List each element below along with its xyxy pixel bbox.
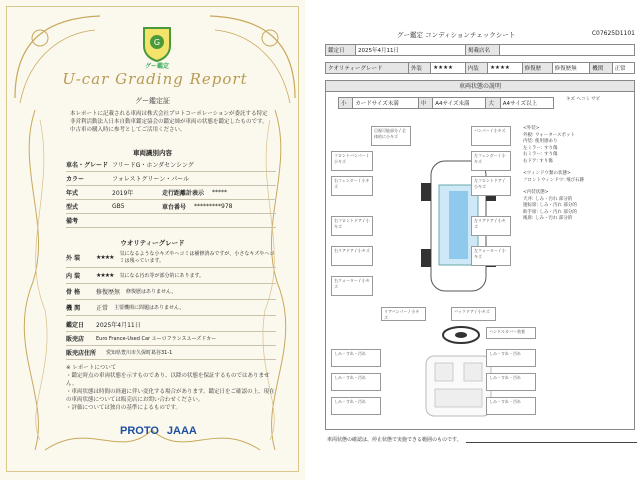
badge-label: グー鑑定 [144, 63, 169, 70]
grade-label: 外 装 [66, 255, 81, 262]
grade-note: 修復歴はありません。 [126, 289, 177, 295]
grade-note: 気になる汚れ等が部分的にあります。 [119, 273, 205, 279]
row-extra-value: *********978 [194, 203, 233, 210]
address-label: 販売店住所 [66, 350, 97, 357]
interior-box: しみ・すれ・汚れ [331, 349, 381, 367]
grade-section-title: ウオリティーグレード [120, 239, 185, 247]
legend-item: ヘコミ [576, 97, 590, 102]
certificate-subtitle: グー鑑定証 [135, 97, 170, 105]
legend-line: <ウィンドウ類の状態> [523, 171, 571, 176]
damage-box: リアバンパー / 小キズ [381, 307, 426, 321]
legend-line: 後席: しみ・汚れ 部分的 [523, 216, 573, 221]
grade-cell: 機関 [590, 63, 612, 74]
row-value: GB5 [112, 203, 125, 210]
legend-left [566, 97, 626, 104]
legend-line: 外板: ウォータースポット [523, 132, 576, 138]
note-item: ・鑑定時点の車両状態を示すものであり、以降の状態を保証するものではありません。 [66, 373, 270, 387]
grade-row-exterior [66, 248, 276, 268]
interior-box: しみ・すれ・汚れ [486, 373, 536, 391]
vehicle-section-title: 車両識別内容 [133, 149, 172, 157]
grade-note: 主要機関に問題はありません。 [114, 305, 185, 311]
interior-box: しみ・すれ・汚れ [486, 349, 536, 367]
grade-stars: ★★★★ [96, 254, 114, 261]
size-cell: カードサイズ未満 [353, 98, 419, 109]
damage-box: 左フロントドア / 小キズ [471, 176, 511, 196]
grade-cell: ★★★★ [488, 63, 523, 74]
store-label: 掲載店名 [466, 45, 500, 56]
explain-title: 車両状態の説明 [326, 81, 634, 92]
legend-item: キズ [566, 97, 575, 102]
note-item: ・評価については独自の基準によるものです。 [66, 405, 181, 411]
grade-cell: 修復歴無 [552, 63, 590, 74]
grade-cell: 内装 [465, 63, 487, 74]
date-value: 2025年4月11日 [96, 322, 141, 329]
damage-box: 左フェンダー / 小キズ [471, 151, 511, 171]
damage-box: フロントバンパー / 小キズ [331, 151, 373, 171]
certificate-notes [66, 364, 278, 412]
legend-line: 右ドア: すり傷 [523, 158, 553, 164]
legend-item: サビ [591, 97, 601, 102]
sheet-title: グー鑑定 コンディションチェックシート [397, 31, 516, 39]
damage-box: 右クォーター / 小キズ [331, 276, 373, 296]
grade-cell: クオリティーグレード [326, 63, 409, 74]
logo-bar [120, 425, 197, 437]
size-cell: 大 [486, 98, 500, 109]
address-value: 愛知県豊川市久保町葛谷31-1 [106, 350, 173, 356]
grade-cell: 外装 [408, 63, 430, 74]
row-address [66, 346, 276, 360]
row-value: フリードG・ホンダセンシング [112, 162, 194, 169]
row-label: 年式 [66, 190, 79, 197]
grade-label: 内 装 [66, 273, 81, 280]
footer-line [466, 437, 637, 443]
sheet-footer [327, 436, 637, 443]
grade-note: 気になるような小キズやヘコミは補修済みですが、小さなキズやヘコミは残っています。 [119, 250, 275, 264]
grading-certificate [0, 0, 305, 480]
grade-row-frame [66, 284, 276, 300]
legend-line: <内装状態> [523, 190, 549, 195]
legend-line: 内装: 使用感あり [523, 139, 558, 144]
row-year [66, 186, 276, 200]
date-label: 鑑定日 [326, 45, 356, 56]
row-extra-value: ***** [212, 189, 228, 196]
condition-legend [523, 126, 631, 223]
row-label: 型式 [66, 204, 79, 211]
row-model [66, 200, 276, 214]
legend-line: 右ミラー: すり傷 [523, 152, 558, 157]
interior-box: しみ・すれ・汚れ [331, 397, 381, 415]
interior-box: ハンドルカバー装着 [486, 327, 536, 339]
row-label: 車名・グレード [66, 162, 109, 169]
condition-panel [325, 80, 635, 430]
row-store [66, 332, 276, 346]
svg-text:G: G [153, 38, 161, 47]
row-label: 備考 [66, 218, 79, 225]
store-label: 販売店 [66, 336, 85, 343]
footer-text: 車両状態の確認は、停止状態で実施できる範囲のものです。 [327, 437, 462, 443]
date-label: 鑑定日 [66, 322, 85, 329]
legend-line: 運転席: しみ・汚れ 部分的 [523, 203, 577, 208]
grade-row-interior [66, 268, 276, 284]
row-extra-label: 車台番号 [162, 204, 187, 211]
notes-title: ※ レポートについて [66, 365, 117, 371]
damage-box: 右フェンダー / 小キズ [331, 176, 373, 196]
grade-cell: 正常 [612, 63, 634, 74]
interior-box: しみ・すれ・汚れ [486, 397, 536, 415]
legend-line: フロントウィンドウ: 飛び石跡 [523, 177, 585, 183]
goo-badge-icon [140, 26, 174, 62]
damage-box: 左リアドア / 小キズ [471, 216, 511, 236]
certificate-title: U-car Grading Report [62, 70, 248, 88]
sheet-code: C07625D1101 [591, 30, 635, 37]
date-value: 2025年4月11日 [356, 45, 466, 56]
damage-box: 目視可能部分 / 全体的に小キズ [371, 126, 411, 146]
legend-line: 左ミラー: すり傷 [523, 145, 558, 151]
certificate-paragraph: 本レポートに記載される車両は株式会社プロトコーポレーションが委託する特定非営利活動法人日本自動車鑑定協会の鑑定師が車両の状態を鑑定したものです。中古車の購入時に参考としてご活用ください。 [70, 111, 268, 133]
jaaa-logo: JAAA [166, 425, 197, 437]
row-value: フォレストグリーン・パール [112, 176, 190, 183]
note-item: ・車両状態は時間の経過に伴い変化する場合があります。鑑定日をご確認の上、現在の車両状態については販売店にお問い合わせください。 [66, 389, 275, 403]
steering-wheel-icon [441, 325, 481, 345]
row-label: カラー [66, 176, 85, 183]
size-cell: A4サイズ未満 [433, 98, 486, 109]
damage-box: バックドア / 小キズ [451, 307, 496, 321]
row-color [66, 172, 276, 186]
damage-box: 左クォーター / 小キズ [471, 246, 511, 266]
legend-line: 助手席: しみ・汚れ 部分的 [523, 209, 577, 215]
size-legend-table [338, 97, 554, 109]
grade-stars: 正常 [96, 305, 109, 312]
damage-box: 右リアドア / 小キズ [331, 246, 373, 266]
grade-label: 骨 格 [66, 289, 81, 296]
row-remarks [66, 214, 276, 228]
legend-line: <外装> [523, 126, 540, 131]
row-extra-label: 走行距離計表示 [162, 190, 205, 197]
legend-line: 天井: しみ・汚れ 部分的 [523, 196, 573, 202]
proto-logo: PROTO [120, 425, 159, 437]
grade-row-engine [66, 300, 276, 316]
grade-stars: 修復歴無 [96, 289, 121, 296]
size-cell: 小 [339, 98, 353, 109]
row-name [66, 158, 276, 172]
size-cell: A4サイズ以上 [500, 98, 553, 109]
grade-cell: 修復歴 [522, 63, 552, 74]
row-date [66, 318, 276, 332]
interior-box: しみ・すれ・汚れ [331, 373, 381, 391]
row-value: 2019年 [112, 190, 134, 197]
grade-table [325, 62, 635, 74]
grade-label: 機 関 [66, 305, 81, 312]
sheet-date-table [325, 44, 635, 56]
damage-box: 右フロントドア / 小キズ [331, 216, 373, 236]
grade-stars: ★★★★ [96, 272, 114, 279]
damage-box: バンパー / 小キズ [471, 126, 511, 146]
size-cell: 中 [418, 98, 432, 109]
store-value [500, 45, 635, 56]
store-value: Euro France-Used Car ユーロフランスユーズドカー [96, 336, 217, 342]
grade-cell: ★★★★ [431, 63, 466, 74]
sheet-header [325, 30, 635, 42]
